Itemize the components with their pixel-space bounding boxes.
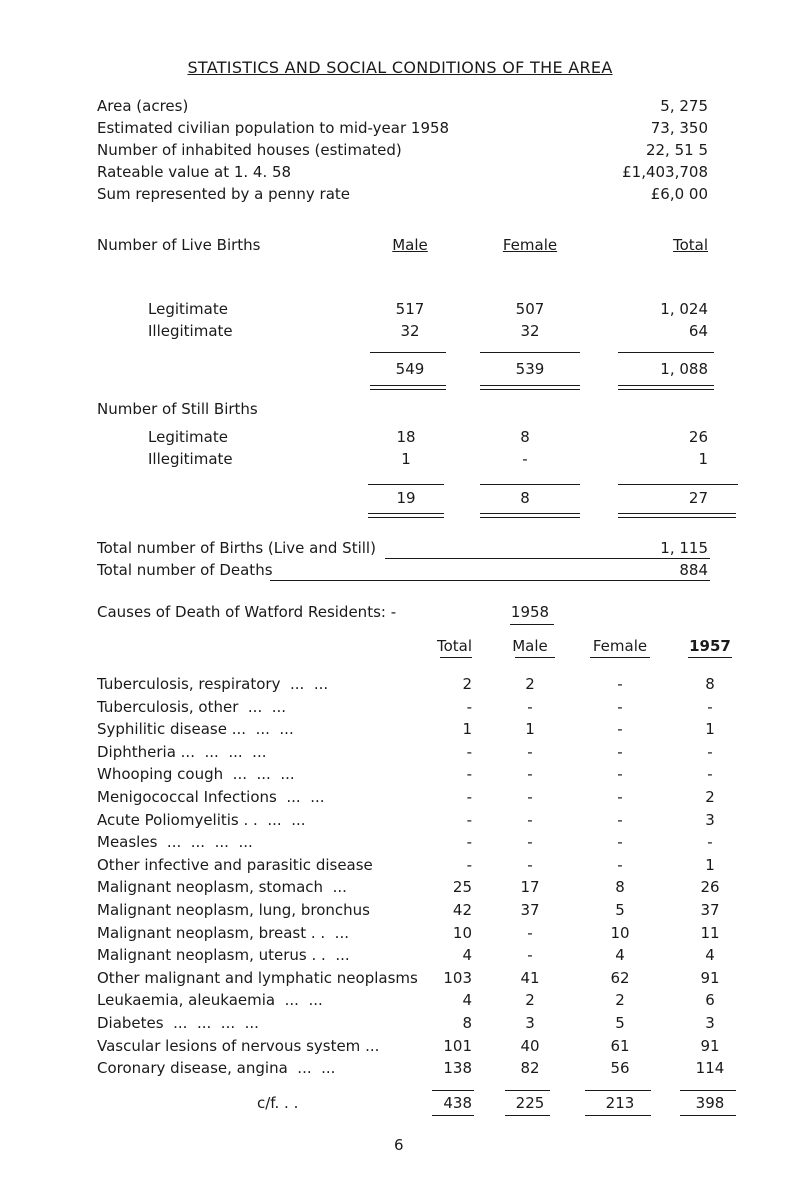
cause-male: -	[527, 833, 533, 852]
col-male-heading: Male	[392, 236, 428, 254]
col-1957-causes: 1957	[689, 637, 731, 655]
cause-female: -	[617, 833, 623, 852]
cause-female: 8	[615, 878, 625, 897]
still-births-heading: Number of Still Births	[97, 400, 258, 418]
carry-label: c/f. . .	[257, 1094, 299, 1112]
live-male-total: 549	[395, 360, 425, 378]
cause-female: -	[617, 855, 623, 874]
cause-male: -	[527, 923, 533, 942]
cause-total: -	[466, 833, 472, 852]
carry-female: 213	[605, 1094, 635, 1112]
carry-total: 438	[443, 1094, 472, 1112]
cause-female: 5	[615, 901, 625, 919]
cause-total: 103	[443, 968, 472, 987]
cause-label: Whooping cough ... ... ...	[97, 765, 295, 784]
col-total-causes: Total	[436, 637, 472, 655]
cause-male: -	[527, 810, 533, 829]
cause-label: Syphilitic disease ... ... ...	[97, 720, 294, 739]
summary-value: 73, 350	[650, 119, 708, 137]
col-total-heading: Total	[672, 236, 708, 254]
causes-heading: Causes of Death of Watford Residents: -	[97, 603, 397, 621]
cause-total: -	[466, 788, 472, 806]
cause-male: 82	[520, 1059, 540, 1078]
cause-label: Malignant neoplasm, breast . . ...	[97, 923, 349, 942]
table-cell-male: 517	[395, 300, 425, 318]
table-cell-female: -	[522, 450, 528, 468]
cause-total: -	[466, 742, 472, 761]
table-cell-female: 32	[520, 322, 540, 340]
summary-label: Sum represented by a penny rate	[97, 185, 351, 203]
cause-1957: 4	[705, 946, 715, 965]
cause-total: 4	[462, 991, 472, 1010]
cause-female: 10	[610, 923, 630, 942]
cause-label: Diphtheria ... ... ... ...	[97, 742, 267, 761]
total-births-label: Total number of Births (Live and Still)	[97, 539, 376, 557]
cause-label: Vascular lesions of nervous system ...	[97, 1036, 380, 1055]
table-cell-total: 1, 024	[660, 300, 708, 318]
cause-1957: -	[707, 833, 713, 852]
cause-male: -	[527, 946, 533, 965]
cause-total: 1	[462, 720, 472, 739]
cause-label: Malignant neoplasm, uterus . . ...	[97, 946, 350, 965]
summary-label: Rateable value at 1. 4. 58	[97, 163, 292, 181]
cause-male: 3	[525, 1014, 535, 1032]
cause-total: 138	[443, 1059, 472, 1078]
table-cell-total: 26	[688, 428, 708, 446]
cause-1957: 2	[705, 788, 715, 806]
cause-1957: 1	[705, 720, 715, 739]
cause-1957: 3	[705, 1014, 715, 1032]
cause-1957: 6	[705, 991, 715, 1010]
page-number: 6	[394, 1136, 404, 1154]
cause-female: -	[617, 720, 623, 739]
live-births-heading: Number of Live Births	[97, 236, 261, 254]
cause-label: Leukaemia, aleukaemia ... ...	[97, 991, 323, 1010]
cause-total: 8	[462, 1014, 472, 1032]
total-deaths-label: Total number of Deaths	[97, 561, 273, 579]
cause-label: Menigococcal Infections ... ...	[97, 788, 325, 806]
cause-male: -	[527, 765, 533, 784]
cause-1957: -	[707, 742, 713, 761]
live-female-total: 539	[515, 360, 545, 378]
cause-label: Tuberculosis, other ... ...	[97, 697, 287, 716]
table-cell-female: 507	[515, 300, 545, 318]
cause-1957: 91	[700, 968, 720, 987]
cause-total: 42	[452, 901, 472, 919]
cause-label: Tuberculosis, respiratory ... ...	[97, 675, 329, 693]
table-row-label: Legitimate	[148, 428, 228, 446]
table-row-label: Legitimate	[148, 300, 228, 318]
cause-female: -	[617, 697, 623, 716]
summary-label: Estimated civilian population to mid-year 1958	[97, 119, 450, 137]
cause-total: -	[466, 810, 472, 829]
summary-value: £6,0 00	[650, 185, 708, 203]
cause-female: 2	[615, 991, 625, 1010]
summary-label: Number of inhabited houses (estimated)	[97, 141, 402, 159]
cause-1957: 114	[695, 1059, 725, 1078]
table-cell-male: 1	[401, 450, 411, 468]
cause-male: 40	[520, 1036, 540, 1055]
cause-total: 101	[443, 1036, 472, 1055]
carry-male: 225	[515, 1094, 545, 1112]
table-row-label: Illegitimate	[148, 450, 233, 468]
cause-label: Other malignant and lymphatic neoplasms	[97, 968, 418, 987]
cause-total: 25	[452, 878, 472, 897]
cause-male: 37	[520, 901, 540, 919]
live-total-total: 1, 088	[660, 360, 708, 378]
carry-1957: 398	[695, 1094, 725, 1112]
cause-female: 56	[610, 1059, 630, 1078]
cause-total: 10	[452, 923, 472, 942]
col-male-causes: Male	[512, 637, 548, 655]
cause-label: Acute Poliomyelitis . . ... ...	[97, 810, 306, 829]
cause-total: -	[466, 765, 472, 784]
cause-1957: -	[707, 697, 713, 716]
cause-male: -	[527, 855, 533, 874]
cause-female: 61	[610, 1036, 630, 1055]
col-female-causes: Female	[592, 637, 648, 655]
table-cell-total: 1	[698, 450, 708, 468]
causes-year: 1958	[510, 603, 550, 621]
page-title: STATISTICS AND SOCIAL CONDITIONS OF THE AREA	[187, 58, 613, 77]
cause-male: 17	[520, 878, 540, 897]
cause-male: -	[527, 697, 533, 716]
cause-1957: 3	[705, 810, 715, 829]
cause-female: 5	[615, 1014, 625, 1032]
cause-label: Coronary disease, angina ... ...	[97, 1059, 336, 1078]
table-cell-male: 32	[400, 322, 420, 340]
summary-value: 5, 275	[660, 97, 708, 115]
cause-male: 2	[525, 991, 535, 1010]
cause-1957: 37	[700, 901, 720, 919]
summary-value: 22, 51 5	[645, 141, 708, 159]
still-total-total: 27	[688, 489, 708, 507]
table-cell-total: 64	[688, 322, 708, 340]
summary-value: £1,403,708	[622, 163, 708, 181]
cause-1957: 11	[700, 923, 720, 942]
cause-female: -	[617, 788, 623, 806]
cause-male: -	[527, 788, 533, 806]
cause-label: Measles ... ... ... ...	[97, 833, 253, 852]
cause-total: -	[466, 855, 472, 874]
summary-label: Area (acres)	[97, 97, 189, 115]
still-male-total: 19	[396, 489, 416, 507]
cause-total: -	[466, 697, 472, 716]
cause-female: 4	[615, 946, 625, 965]
cause-total: 2	[462, 675, 472, 693]
cause-female: -	[617, 765, 623, 784]
still-female-total: 8	[520, 489, 530, 507]
col-female-heading: Female	[502, 236, 558, 254]
cause-male: 41	[520, 968, 540, 987]
cause-male: -	[527, 742, 533, 761]
cause-label: Malignant neoplasm, stomach ...	[97, 878, 347, 897]
cause-label: Malignant neoplasm, lung, bronchus	[97, 901, 370, 919]
cause-female: -	[617, 742, 623, 761]
cause-1957: 91	[700, 1036, 720, 1055]
cause-male: 2	[525, 675, 535, 693]
cause-label: Diabetes ... ... ... ...	[97, 1014, 259, 1032]
cause-female: 62	[610, 968, 630, 987]
cause-1957: -	[707, 765, 713, 784]
table-row-label: Illegitimate	[148, 322, 233, 340]
cause-1957: 26	[700, 878, 720, 897]
cause-male: 1	[525, 720, 535, 739]
total-deaths-value: 884	[679, 561, 708, 579]
table-cell-male: 18	[396, 428, 416, 446]
table-cell-female: 8	[520, 428, 530, 446]
cause-total: 4	[462, 946, 472, 965]
cause-female: -	[617, 675, 623, 693]
cause-1957: 1	[705, 855, 715, 874]
cause-1957: 8	[705, 675, 715, 693]
total-births-value: 1, 115	[660, 539, 708, 557]
cause-female: -	[617, 810, 623, 829]
cause-label: Other infective and parasitic disease	[97, 855, 373, 874]
